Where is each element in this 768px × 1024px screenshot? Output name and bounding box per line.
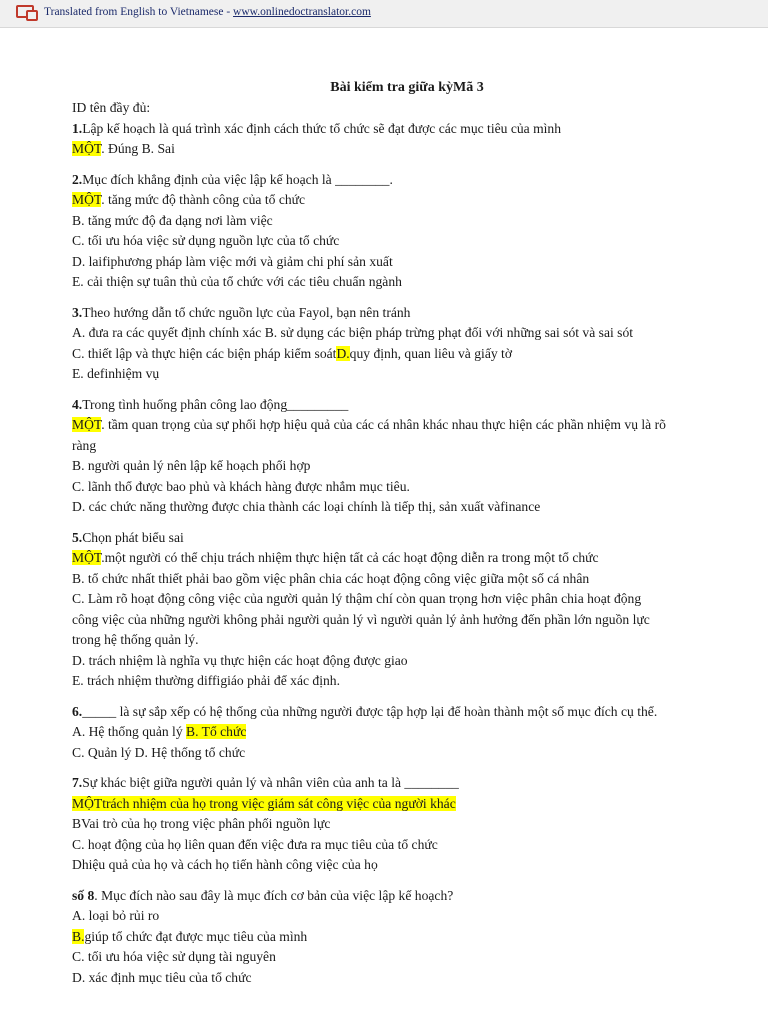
q8-option-b: giúp tổ chức đạt được mục tiêu của mình	[84, 928, 308, 944]
question-2	[72, 170, 742, 293]
q2-option-b: B. tăng mức độ đa dạng nơi làm việc	[72, 212, 273, 228]
q5-number: 5.	[72, 529, 83, 545]
question-6	[72, 702, 742, 764]
question-1	[72, 119, 742, 160]
q3-answer-highlight: D.	[336, 345, 350, 361]
q6-stem: _____ là sự sắp xếp có hệ thống của những người được tập hợp lại để hoàn thành một số mục đích cụ thể.	[82, 703, 658, 719]
q1-options: . Đúng B. Sai	[101, 141, 175, 156]
exam-document	[72, 80, 742, 988]
q8-stem: . Mục đích nào sau đây là mục đích cơ bản của việc lập kế hoạch?	[94, 887, 454, 903]
question-7	[72, 773, 742, 876]
q2-answer-highlight: MỘT	[72, 192, 102, 207]
q5-option-d: D. trách nhiệm là nghĩa vụ thực hiện các hoạt động được giao	[72, 652, 408, 668]
translator-logo-icon	[16, 5, 34, 18]
q2-option-c: C. tối ưu hóa việc sử dụng nguồn lực của tổ chức	[72, 233, 340, 248]
q8-answer-highlight: B.	[72, 928, 85, 944]
q3-option-e: E. definhiệm vụ	[72, 366, 160, 381]
q5-option-c-line2: công việc của những người không phải người quản lý vì người quản lý ảnh hưởng đến phần lớn nguồn lực	[72, 611, 650, 627]
q3-option-d: quy định, quan liêu và giấy tờ	[349, 345, 513, 361]
q4-option-a: . tầm quan trọng của sự phối hợp hiệu quả của các cá nhân khác nhau thực hiện các phần nhiệm vụ là rõ	[101, 417, 666, 432]
q4-option-c: C. lãnh thổ được bao phủ và khách hàng được nhắm mục tiêu.	[72, 478, 410, 494]
q7-answer-highlight: MỘTtrách nhiệm của họ trong việc giám sát công việc của người khác	[72, 795, 456, 811]
question-8	[72, 886, 742, 989]
q4-option-a-continued: ràng	[72, 437, 97, 453]
id-line: ID tên đầy đủ:	[72, 100, 151, 115]
q2-stem: Mục đích khẳng định của việc lập kế hoạch là ________.	[82, 171, 393, 187]
q1-answer-highlight: MỘT	[72, 141, 102, 156]
q4-option-d: D. các chức năng thường được chia thành các loại chính là tiếp thị, sản xuất vàfinance	[72, 499, 541, 514]
q7-number: 7.	[72, 775, 83, 790]
question-4	[72, 395, 742, 518]
banner-prefix: Translated from English to Vietnamese -	[44, 6, 234, 18]
q8-number: số 8	[72, 887, 95, 903]
q5-option-b: B. tổ chức nhất thiết phải bao gồm việc phân chia các hoạt động công việc giữa một số cá nhân	[72, 570, 590, 586]
q5-answer-highlight: MỘT	[72, 550, 102, 565]
q7-stem: Sự khác biệt giữa người quản lý và nhân viên của anh ta là ________	[82, 775, 459, 790]
q6-answer-highlight: B. Tổ chức	[186, 724, 247, 739]
q6-number: 6.	[72, 703, 83, 719]
q7-option-d: Dhiệu quả của họ và cách họ tiến hành công việc của họ	[72, 857, 378, 872]
q2-option-a: . tăng mức độ thành công của tổ chức	[101, 192, 306, 207]
q5-option-e: E. trách nhiệm thường diffigiáo phải để xác định.	[72, 673, 340, 688]
q7-option-c: C. hoạt động của họ liên quan đến việc đưa ra mục tiêu của tổ chức	[72, 836, 438, 852]
q8-option-c: C. tối ưu hóa việc sử dụng tài nguyên	[72, 949, 276, 964]
q2-option-e: E. cải thiện sự tuân thủ của tổ chức với các tiêu chuẩn ngành	[72, 274, 402, 289]
q6-option-cd: C. Quản lý D. Hệ thống tổ chức	[72, 744, 246, 760]
q3-number: 3.	[72, 304, 83, 320]
q4-option-b: B. người quản lý nên lập kế hoạch phối hợp	[72, 458, 311, 473]
q3-option-c: C. thiết lập và thực hiện các biện pháp kiểm soát	[72, 345, 337, 361]
q1-stem: Lập kế hoạch là quá trình xác định cách thức tổ chức sẽ đạt được các mục tiêu của mình	[82, 120, 562, 136]
translator-banner-bar	[0, 0, 768, 28]
q2-option-d: D. laifiphương pháp làm việc mới và giảm chi phí sản xuất	[72, 253, 393, 269]
q2-number: 2.	[72, 171, 83, 187]
q3-stem: Theo hướng dẫn tổ chức nguồn lực của Fayol, bạn nên tránh	[82, 304, 411, 320]
q5-option-c-line3: trong hệ thống quản lý.	[72, 632, 199, 647]
q5-stem: Chọn phát biểu sai	[82, 529, 184, 545]
q5-option-a: .một người có thể chịu trách nhiệm thực hiện tất cả các hoạt động diễn ra trong một tổ chức	[101, 550, 599, 565]
q8-option-a: A. loại bỏ rủi ro	[72, 908, 160, 923]
q4-stem: Trong tình huống phân công lao động_________	[82, 396, 349, 412]
q8-option-d: D. xác định mục tiêu của tổ chức	[72, 969, 252, 985]
q7-option-b: BVai trò của họ trong việc phân phối nguồn lực	[72, 816, 331, 831]
translator-link[interactable]: www.onlinedoctranslator.com	[233, 6, 371, 18]
q6-option-a: A. Hệ thống quản lý	[72, 724, 187, 739]
q4-number: 4.	[72, 396, 83, 412]
q1-number: 1.	[72, 120, 83, 136]
q5-option-c-line1: C. Làm rõ hoạt động công việc của người quản lý thậm chí còn quan trọng hơn việc phân chia hoạt động	[72, 591, 642, 606]
q4-answer-highlight: MỘT	[72, 417, 102, 432]
translator-banner	[44, 6, 371, 18]
question-5	[72, 528, 742, 692]
q3-option-ab: A. đưa ra các quyết định chính xác B. sử dụng các biện pháp trừng phạt đối với những sai sót và sai sót	[72, 325, 634, 340]
exam-title: Bài kiểm tra giữa kỳMã 3	[330, 80, 484, 95]
question-3	[72, 303, 742, 385]
